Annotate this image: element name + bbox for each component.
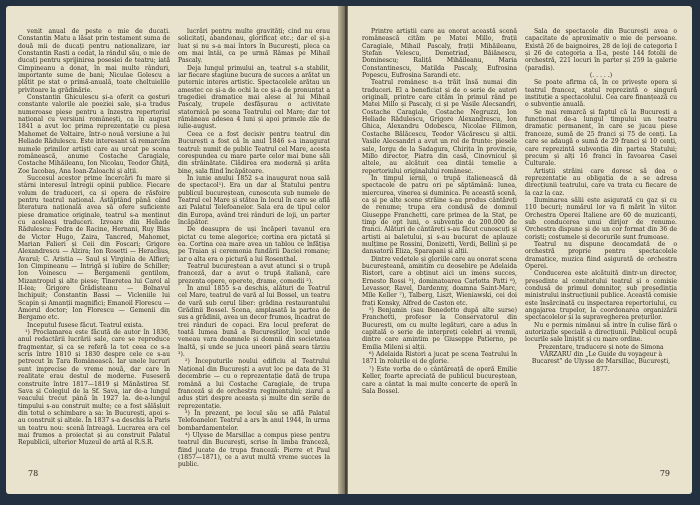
paragraph: Succesul acestor prime încercări fu mare și stârni interesul întregii opinii publice. Fiecare volum de traduceri, ca și opera de răsfoire pentru teatrul național. Astăptând până când literatura națională avea să ofere suficiente piese dramatice originale, teatrul s-a menținut cu aceleași traduceri. Izvoare din Heliade Rădulescu: Fedra de Racine, Hernani, Ruy Blas de Victor Hugo, Zaira, Tancred, Mahomet, Marian Falieri și Ceii din Foscari; Grigore Alexandrescu — Alzira; Ion Rosetti — Heraclius, Avarul; C. Aristia — Saul și Virginia de Alfieri; Ion Cimpineanu — Intrigă și iubire de Schiller; Ion Voinescu — Bergamenii gentilom, Mizantropul și alte piese; Tineretea lui Carol al II-lea; Grigore Grădișteanu — Bolnavul închipuit; Constantin Bassi — Vicleniile lui Scapin și Amanții magnifici; Emanoil Florescu — Amorul doctor; Ion Florescu — Gemenii din Bergamo etc. [18,174,170,322]
paragraph: Nu e permis nimănui să intre în culise fără o autorizație specială a direcțiunii. Publicul ocupă locurile sale liniștit și cu mare ordine. [525,321,677,344]
footnote: ⁶) Adelaida Ristori a jucat pe scena Teatrului în 1871 în rolurile ei de glorie. [362,351,517,366]
paragraph: Se poate afirma că, în ce privește opera și teatrul francez, statul reprezintă o singură instituție a spectacolului. Cea care finanțează cu o subvenție anuală. [525,79,677,109]
paragraph: Conducerea este alcătuită dintr-un director, președinte al comitetului teatral și o comisie condusă de primul domnitor, sub președinția ministrului instrucțiunii publice. Această comisie este însărcinată cu inspectarea repertoriului, cu angajarea trupelor, la coordonarea organizării spectacolelor și la supravegherea prețurilor. [525,270,677,322]
footnote: ⁵) Benjamin (sau Benedetto după alte surse) Franchetti, profesor la Conservatorul din București, om cu multe legături, care a adus în capitală o serie de interpreți celebri ai vremii, dintre care amintim pe Giuseppe Patierno, pe Emilia Mileni și alții. [362,307,517,351]
left-page-column-1 [18,28,170,447]
paragraph: Artiștii străini care doresc să dea o reprezentație au obligația de a se adresa direcțiunii teatrului, care va trata cu fiecare de la caz la caz. [525,167,677,197]
paragraph: Inceputul fusese făcut. Teatrul exista. [27,321,144,329]
paragraph: Iluminarea sălii este asigurată cu gaz și cu 110 becuri; numărul lor va fi mărit în viitor. Orchestra Operei Italiene are 60 de muzicanți, sub conducerea unui dirijor de renume. Orchestra dispune și de un cor format din 36 de coriști; costumele și decorurile sunt frumoase. [525,196,677,241]
left-page [6,6,344,494]
paragraph: Deja lungul primului an, teatrul s-a stabilit, iar fiecare stagiune bucura de succes a arătat un puternic interes artistic. Spectacolele arătau un amestec ce și-a de ochi la ce și-a de pronunțat a tragediei dramatice mai alese al lui Mihail Pascaly, trupele desfășurau o activitate statornică pe scena Teatrului cel Mare; dar tot rămâneau adesea 4 luni și apoi primele zile de iulie-august. [178,64,330,131]
paragraph: Ceea ce a fost decisiv pentru teatrul din București a fost că în anul 1846 s-a inaugurat teatrul: numit de public Teatrul cel Mare, acesta corespundea cu mare parte celor mai bune săli din străinătate. Clădirea era modernă și arăta bine, sala fiind încăpătoare. [178,130,330,175]
paragraph: Dintre vedetele și gloriile care au onorat scena bucureșteană, amintim cu deosebire pe Adelaida Ristori, care a obținut aici un imens succes, Ernesto Rossi ⁵), dominatoarea Carlotta Patti ⁶), Levassor, Ravel, Dardenny, doamna Saint-Marc, Mlle Keller ⁷), Talberg, Liszt, Wieniawski, cei doi frați Konsky, Alfred de Caston etc. [362,255,517,307]
right-page [348,6,692,494]
footnote: ³) În prezent, pe locul său se află Palatul Telefoanelor. Teatrul a ars în anul 1944, în urma bombardamentelor. [178,409,330,432]
paragraph: Teatrul românesc n-a trăit însă numai din traduceri. El a beneficiat și de o serie de autori originali, printre care cităm în primul rând pe Matei Millo și Pascaly, ci și pe Vasile Alecsandri, Costache Caragiale, Costache Negruzzi, Ion Heliade Rădulescu, Grigore Alexandrescu, Ion Ghica, Alexandru Odobescu, Nicolae Filimon, Costache Bălăcescu, Teodor Văcărescu și alții. Vasile Alecsandri a avut un rol de frunte: piesele sale, Iorgu de la Sadagura, Chirița în provincie, Millo director, Piatra din casă, Cinovnicul și altele, au alcătuit cea dintâi temelie a repertoriului originalului românesc. [362,79,517,175]
right-page-column-2 [525,28,677,373]
page-number-left: 78 [28,469,39,478]
left-page-column-2 [178,28,330,469]
footnote: ⁷) Este vorba de o cântăreață de operă Emilie Keller, foarte apreciată de publicul bucureștean, care a cântat la mai multe concerte de operă în Sala Bossel. [362,365,517,395]
ellipsis: (. . . . .) [589,72,613,80]
paragraph: De deasupra de uși încăperi tavanul era pictat cu teme alegorice; cortina era pictată și ea. Cortina cea mare avea un tablou ce înfățișa pe Traian și ceremonia fundării Daciei romane; iar o alta era o pictură a lui Rosenthal. [178,226,330,263]
right-page-column-1 [362,28,517,395]
paragraph: Sala de spectacole din București avea o capacitate de aproximativ o mie de persoane. Există 26 de baignoires, 28 de loji de categoria I și 26 de categoria a II-a, peste 144 fotolii de orchestră, 221 locuri în parter și 259 la galerie (paradis). [525,28,677,72]
paragraph: Teatrul nu dispune deocamdată de o orchestră proprie pentru spectacolele dramatice, muzica fiind asigurată de orchestra Operei. [525,240,677,270]
paragraph: Se mai remarcă și faptul că la București a funcționat de-a lungul timpului un teatru dramatic permanent, în care se jucau piese franceze, sumă de 25 franci și 75 de cenți. La care se adaugă o sumă de 29 franci și 10 cenți, care reprezintă subvenția din partea Statului; precum și alți 16 franci în favoarea Casei Culturale. [525,108,677,168]
footnote: ¹) Proclamarea este făcută de autor în 1836, anul redactării lucrării sale, care se reproduce fragmentar, și ca se referă la tot ceea ce s-a scris între 1810 și 1830 despre cele ce s-au petrecut în Țara Românească. Iar unele lucruri sunt imprecise de vreme nouă, dar care în realitate erau destul de moderne. Fuseseră construite între 1817—1819 și Mănăstirea Sf. Sava și Colegiul de la Sf. Sava, iar de-a lungul veacului trecut până în 1927 la. de-a-lungul timpului s-au construit multe; ce a fost sălășluit din totul o schimbare a sa: în București, apoi s-au construit și altele. În 1837 s-a deschis la Paris un teatru nou: scenă întreagă. Lucrarea era cel mai frumos a proiectat și au construit Palatul Republicii, ulterior Muzeul de artă al R.S.R. [18,329,170,447]
paragraph: Teatrul bucureștean a avut atunci și o trupă franceză, dar a avut o trupă italiană, care prezenta opere, operete, drame, comedii ²). [178,263,330,285]
paragraph: În timpul iernii, o trupă italienească dă spectacole de patru ori pe săptămână: lunea, miercurea, vinerea și duminica. Pe această scenă, ca și pe alte scene străine s-au produs cântăreți de renume; trupa era condusă de domnul Giuseppe Franchetti, care primea de la Stat, pe timp de opt luni, o subvenție de 200.000 de franci. Alături de cântăreți s-au făcut cunoscuți și artiști ai baletului, și s-au bucurat de aplauze mulțime pe Rossini, Donizetti, Verdi, Bellini și pe dansatorii Eliza, Sparapani și alții. [362,174,517,256]
paragraph: Printre artiștii care au onorat această scenă românească cităm pe Matei Millo, frații Caragiale, Mihail Pascaly, frații Mihăileanu, Ștefan Velescu, Demetriad, Băiănescu, Dominescu; Raliță Mihăileanu, Maria Constantinescu, Matilda Pascaly, Eufrosina Popescu, Eufrosina Sarandi etc. [362,28,517,80]
paragraph: lucrări pentru multe gravități; cind nu erau solicitați, abandonau, glorificaț etc.; dar el și-a luat și nu s-a mai întors în București, pleca ca om mai întâi, ca pe urmă Rămas pe Mihail Pascaly. [178,28,330,65]
page-number-right: 79 [659,469,670,478]
paragraph: venit anual de peste o mie de ducați. Constantin Matu a lăsat prin testament suma de două mii de ducați pentru naționalizare, iar Constantin Rasti a cedat, la rândul său, o mie de ducați pentru sprijinirea posesiei de teatru; iată Cimpineanu a donat, în mai multe rânduri, importante sume de bani; Niculae Golescu a plătit pe stat o primă-anuală, toate cheltuielile privitoare la grădinărie. [18,28,170,94]
paragraph: Constantin Ghiculescu și-a oferit ca gesturi constante valorile ale poeziei sale, și-a tradus numeroase piese pentru a înzestra repertoriul național cu versiuni românești, ca în august 1841 a avut loc prima reprezentație cu piesa Mahomet de Voltaire, într-o nouă versiune a lui Heliade Rădulescu. Este interesant să remarcăm numele primilor artiști care au urcat pe scena românească, anume Costache Caragiale, Costache Mihăileanu, Ion Nicolau, Teodor Ghiță, Zoe Iacobaș, Ana Ioan-Zaloachi și alții. [18,94,170,175]
paragraph: În anul 1855 s-a deschis, alături de Teatrul cel Mare, teatrul de vară al lui Bossel, un teatru de vară sub cerul liber: grădina restaurantului Grădinii Bossel. Scena, amplasată la partea de sus a grădinii, avea un decor frumos, încadrat de trei rânduri de copaci. Era locul preferat de toată lumea bună a Bucureștilor, locul unde veneau vara doamnele și domnii din societatea înaltă, și unde se juca uneori până seara târziu ³). [178,285,330,359]
footnote: ⁴) Ulysse de Marsillac a compus piese pentru teatrul din București, scrise în limba franceză, fiind jucate de trupa franceză: Pierre et Paul (1857—1871), ce a avut multă vreme succes la public. [178,431,330,469]
paragraph: În iunie anului 1852 s-a inaugurat noua sală de spectacol¹). Era un dar al Statului pentru publicul bucureștean, cunoscuta sub numele de Teatrul cel Mare și stătea în locul în care se află azi Palatul Telefoanelor. Sala era de tipul celor din Europa, având trei rânduri de loji, un parter încăpător. [178,174,330,226]
attribution: Prezentare, traducere și note de Simona VĂRZARU din „Le Guide du voyageur à Bucarest” de Ulysse de Marsillac, București, 1877. [531,343,671,373]
footnote: ²) Începuturile noului edificiu al Teatrului Național din București a avut loc pe data de 31 decembrie — cu o reprezentație dată de trupa română a lui Costache Caragiale, de trupa franceză și de orchestra regimentului; ziarul a adus știri despre aceasta și multe din serile de reprezentație. [178,358,330,410]
